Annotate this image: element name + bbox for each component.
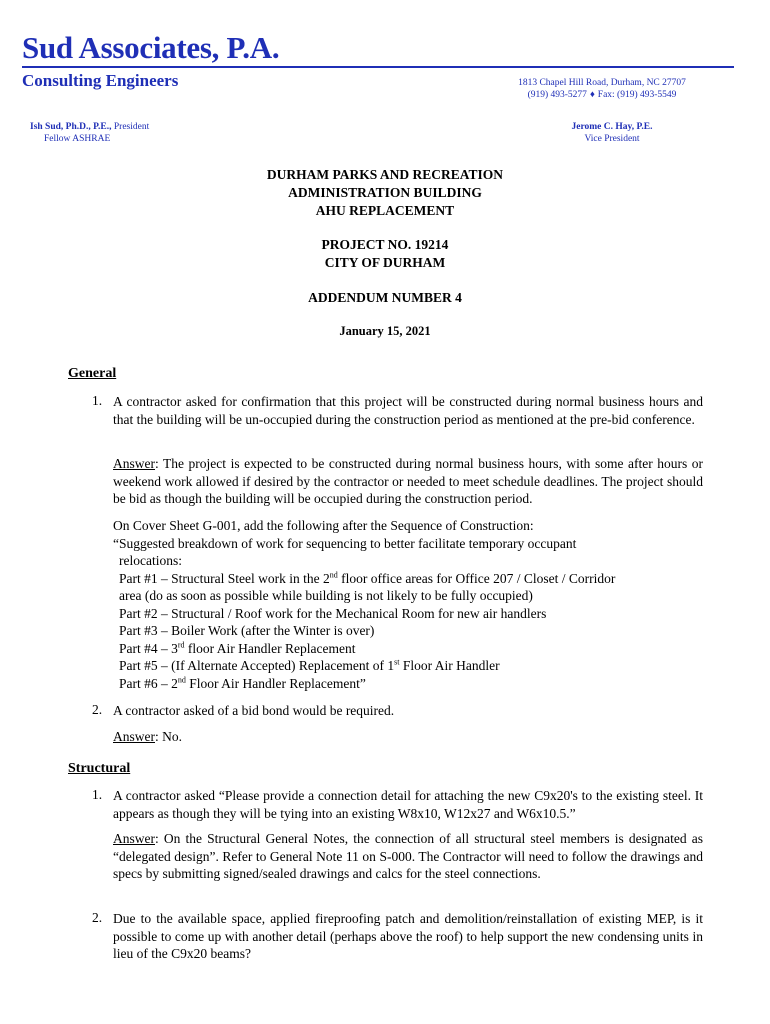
header-rule (22, 66, 734, 68)
sequence-part-2: Part #2 – Structural / Roof work for the Mechanical Room for new air handlers (119, 605, 547, 621)
project-number: PROJECT NO. 19214 (321, 237, 449, 252)
principal-vice-president (562, 121, 662, 145)
item-number: 2. (92, 702, 103, 717)
question-text: A contractor asked “Please provide a connection detail for attaching the new C9x20's to the existing steel. It appears as though they will be tying into an existing W8x10, W12x27 and W6x10.5.” (113, 788, 703, 821)
project-block (0, 236, 770, 272)
item-number: 1. (92, 393, 103, 408)
answer-label: Answer (113, 831, 155, 846)
title-line: DURHAM PARKS AND RECREATION (266, 167, 504, 182)
question-text: Due to the available space, applied fireproofing patch and demolition/reinstallation of existing MEP, is it possible to come up with another detail (perhaps above the roof) to help support the new condensing units in lieu of the C9x20 beams? (113, 911, 703, 961)
answer-paragraph (113, 830, 703, 883)
answer-paragraph (113, 455, 703, 508)
question-text: A contractor asked for confirmation that this project will be constructed during normal business hours and that the building will be un-occupied during the construction period as mentioned at the pre-bid conference. (113, 394, 703, 427)
sequence-part-3: Part #3 – Boiler Work (after the Winter is over) (119, 623, 375, 638)
diamond-separator-icon: ♦ (589, 89, 595, 100)
sequence-part-1-cont: area (do as soon as possible while building is not likely to be fully occupied) (119, 588, 533, 603)
title-line: AHU REPLACEMENT (315, 203, 455, 218)
principal-president (30, 121, 149, 145)
item-number: 1. (92, 787, 103, 802)
sequence-part-4: Part #4 – 3rd floor Air Handler Replacement (119, 640, 356, 656)
answer-label: Answer (113, 729, 155, 744)
fax-number: Fax: (919) 493-5549 (597, 89, 677, 100)
addendum-number: ADDENDUM NUMBER 4 (308, 290, 462, 305)
vice-president-title: Vice President (584, 134, 640, 144)
addendum-block (0, 289, 770, 307)
contact-line (490, 90, 714, 102)
address-line: 1813 Chapel Hill Road, Durham, NC 27707 (518, 78, 686, 88)
note-intro: On Cover Sheet G-001, add the following after the Sequence of Construction: (113, 518, 534, 533)
company-address (490, 78, 714, 101)
question-text: A contractor asked of a bid bond would be required. (113, 703, 395, 718)
city-name: CITY OF DURHAM (324, 255, 446, 270)
answer-text: : The project is expected to be constructed during normal business hours, with some after hours or weekend work allowed if desired by the contractor or needed to meet schedule deadlines. The project should be bid as though the building will be occupied during the construction period. (113, 456, 703, 506)
note-line: “Suggested breakdown of work for sequencing to better facilitate temporary occupant (113, 535, 577, 551)
document-date: January 15, 2021 (339, 324, 431, 338)
answer-label: Answer (113, 456, 155, 471)
section-heading-structural: Structural (68, 761, 131, 776)
sequence-part-6: Part #6 – 2nd Floor Air Handler Replacement” (119, 675, 366, 691)
section-heading-general: General (68, 366, 117, 381)
answer-text: : On the Structural General Notes, the connection of all structural steel members is designated as “delegated design”. Refer to General Note 11 on S-000. The Contractor will need to follow the drawings and specs by submitting signed/sealed drawings and calcs for the steel connections. (113, 831, 703, 881)
note-line: relocations: (119, 553, 182, 568)
president-title: President (113, 122, 150, 132)
vice-president-name: Jerome C. Hay, P.E. (571, 122, 653, 132)
answer-paragraph (113, 728, 703, 746)
sequence-part-1: Part #1 – Structural Steel work in the 2nd floor office areas for Office 207 / Closet / Corridor (119, 570, 616, 586)
title-line: ADMINISTRATION BUILDING (288, 185, 482, 200)
sequence-part-5: Part #5 – (If Alternate Accepted) Replacement of 1st Floor Air Handler (119, 657, 500, 673)
item-number: 2. (92, 910, 103, 925)
company-name: Sud Associates, P.A. (22, 30, 280, 65)
phone-number: (919) 493-5277 (527, 89, 587, 100)
answer-text: : No. (155, 729, 182, 744)
company-tagline: Consulting Engineers (22, 71, 179, 90)
president-name: Ish Sud, Ph.D., P.E., (30, 122, 112, 132)
cover-sheet-note (113, 517, 703, 692)
document-title-block (0, 166, 770, 220)
date-block (0, 322, 770, 340)
president-fellowship: Fellow ASHRAE (44, 134, 111, 144)
